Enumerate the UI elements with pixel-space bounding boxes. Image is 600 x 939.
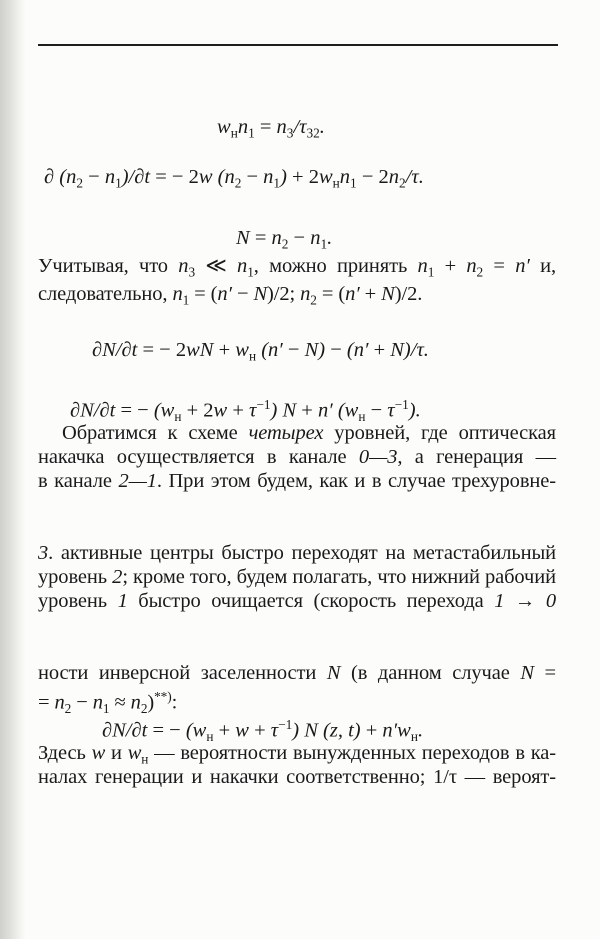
paragraph-line: ности инверсной заселенности N (в данном случае N = xyxy=(38,662,556,684)
equation-3-2-11: ∂ $(n_2 - n_1)/\partial t$ = − 2w $(n_2 - n_1) + 2w_нn_1 - 2n_2/\tau$. xyxy=(44,166,424,191)
paragraph-line: Учитывая, что $n_3$ ≪ $n_1$, можно принять $n_1 + n_2 = n'$ и, xyxy=(38,255,557,280)
paragraph-line: = $n_2 - n_1 \approx n_2)^{**)}$: xyxy=(38,689,178,716)
paragraph-line: в канале 2—1. При этом будем, как и в случае трехуровне- xyxy=(38,470,556,492)
equation-unnumbered: ∂N/∂t = − $2wN + w_н$ (n′ − N) − (n′ + N)/τ. xyxy=(92,339,429,364)
paragraph-line: Здесь w и $w_н$ — вероятности вынужденных переходов в ка- xyxy=(38,742,557,767)
equation-3-2-10: $w_нn_1 = n_3/\tau_{32}$. xyxy=(217,116,325,141)
equation-3-2-12: $N = n_2 - n_1$. xyxy=(236,227,333,252)
paragraph-line: Обратимся к схеме четырех уровней, где оптическая xyxy=(62,422,556,444)
paragraph-line: 3. активные центры быстро переходят на метастабильный xyxy=(38,542,556,564)
equation-3-2-13: ∂N/∂t = − $(w_н + 2w + \tau^{-1}) N + n'$ $(w_н - \tau^{-1})$. xyxy=(70,397,421,424)
paragraph-line: следовательно, $n_1 = (n' - N)/2$; $n_2 = (n' + N)/2$. xyxy=(38,283,423,308)
paragraph-line: уровень 1 быстро очищается (скорость перехода 1 → 0 xyxy=(38,590,556,612)
paragraph-line: уровень 2; кроме того, будем полагать, что нижний рабочий xyxy=(38,566,557,588)
equation-3-2-14: ∂N/∂t = − $(w_н + w + \tau^{-1})$ N (z, $t) + n'w_н$. xyxy=(102,717,424,744)
paragraph-line: накачка осуществляется в канале 0—3, а генерация — xyxy=(38,446,557,468)
paragraph-line: налах генерации и накачки соответственно; 1/τ — вероят- xyxy=(38,766,556,788)
